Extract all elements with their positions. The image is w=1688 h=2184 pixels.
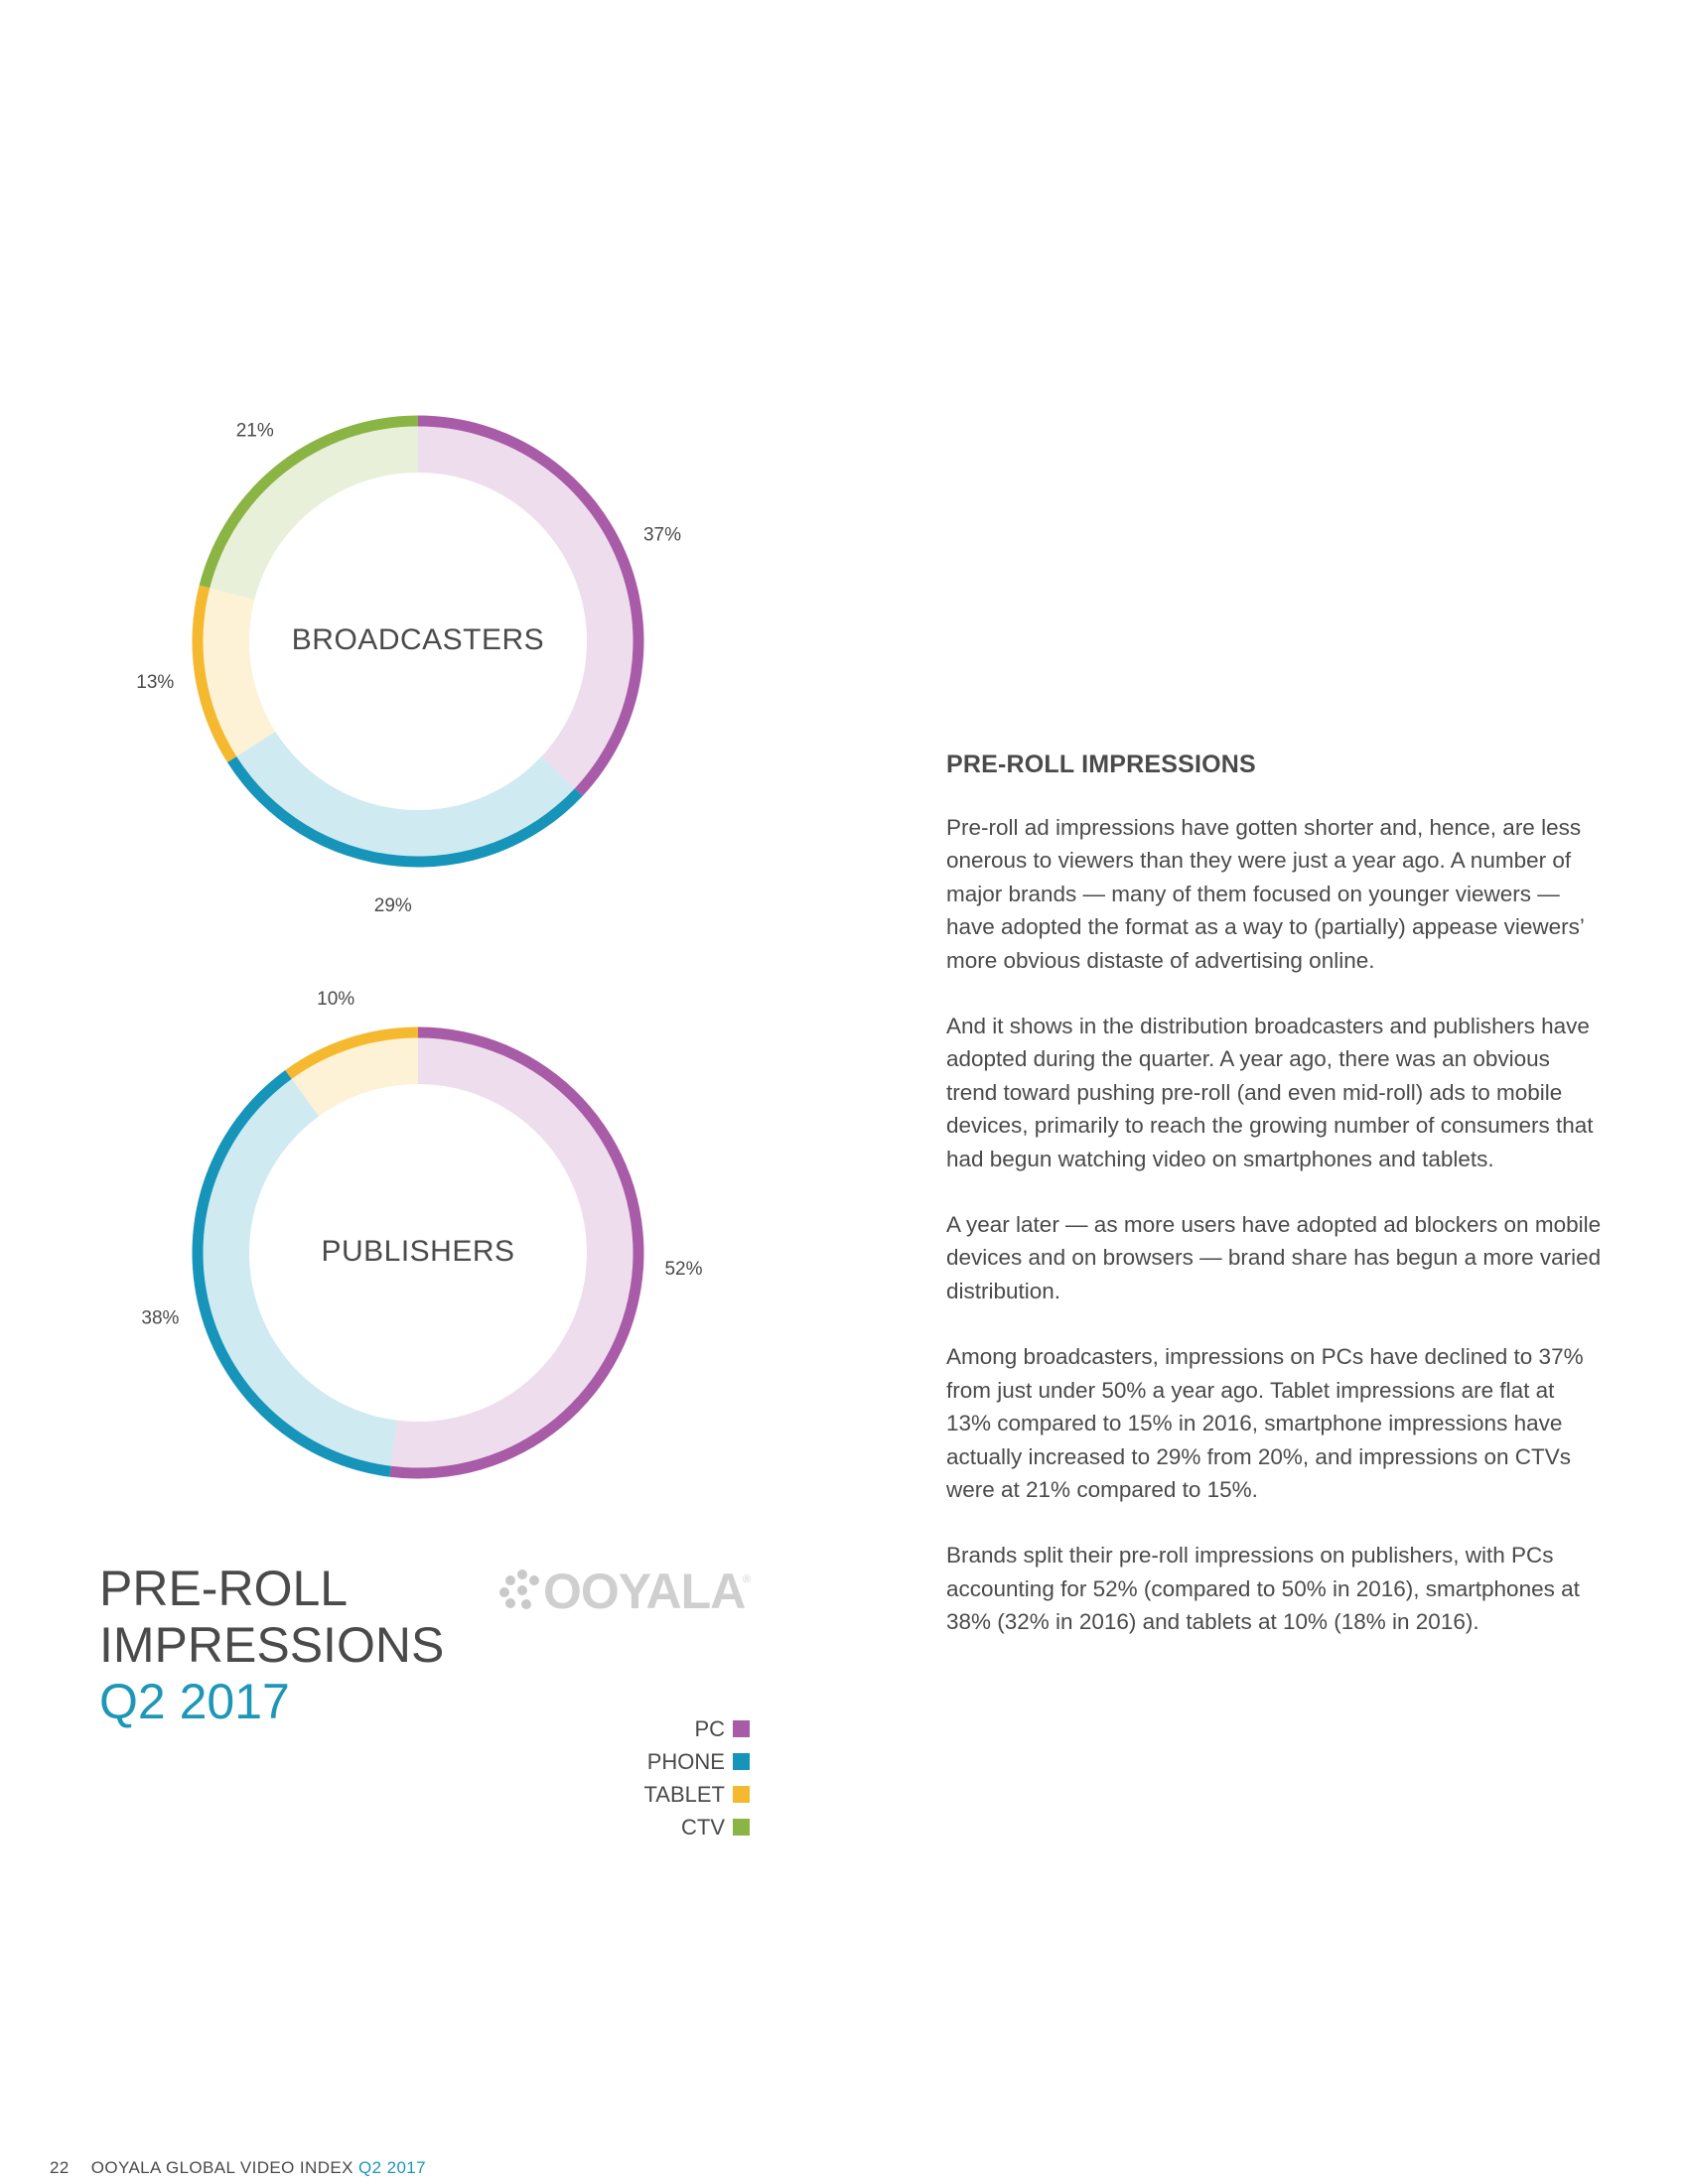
legend-swatch-phone [733,1753,750,1770]
page-title [99,1561,496,1730]
legend-item-pc [576,1712,750,1745]
donut-center-label: PUBLISHERS [321,1234,515,1268]
footer-title: OOYALA GLOBAL VIDEO INDEX [90,2158,353,2177]
ooyala-logo [496,1561,755,1620]
footer-page-number: 22 [50,2158,70,2177]
article-heading: PRE-ROLL IMPRESSIONS [946,751,1256,778]
legend-label-pc: PC [694,1715,725,1741]
legend-label-phone: PHONE [646,1748,725,1774]
page-title-period: Q2 2017 [99,1674,290,1729]
donut-slice-fill-tablet [292,1038,418,1117]
legend-swatch-pc [733,1720,750,1737]
donut-chart-publishers [141,989,702,1478]
article-paragraph-5: Brands split their pre-roll impressions on publishers, with PCs accounting for 52% (compared to 50% in 2016), smartphones at 38% (32% in 2016) and tablets at 10% (18% in 2016). [946,1543,1580,1635]
ooyala-dots-icon [499,1570,539,1609]
donut-value-label-pc: 52% [664,1258,703,1280]
article-paragraph-2: And it shows in the distribution broadcasters and publishers have adopted during the quarter. A year ago, there was an obvious trend toward pushing pre-roll (and even mid-roll) ads to mobile devices, primarily to reach the growing number of consumers that had begun watching video on smartphones and tablets. [946,1014,1594,1171]
legend-swatch-tablet [733,1786,750,1803]
article-paragraph-3: A year later — as more users have adopted ad blockers on mobile devices and on browsers — brand share has begun a more varied distribution. [946,1212,1602,1303]
legend-item-ctv [576,1811,750,1843]
page-footer [50,2158,426,2178]
donut-slice-fill-pc [418,427,633,789]
donut-center-label: BROADCASTERS [291,622,545,656]
chart-legend [576,1712,750,1843]
donut-value-label-tablet: 10% [317,989,355,1011]
article-column [946,751,1602,1672]
legend-item-tablet [576,1778,750,1811]
page-title-line1: PRE-ROLL [99,1561,349,1616]
logo-wordmark: OOYALA [543,1564,746,1619]
page-title-line2: IMPRESSIONS [99,1617,445,1673]
legend-label-ctv: CTV [681,1814,725,1840]
donut-value-label-ctv: 21% [235,420,274,442]
logo-registered-mark: ® [743,1573,752,1585]
legend-item-phone [576,1745,750,1778]
article-paragraph-4: Among broadcasters, impressions on PCs have declined to 37% from just under 50% a year ago. Tablet impressions are flat at 13% compared to 15% in 2016, smartphone impressions have actually increased to 29% from 20%, and impressions on CTVs were at 21% compared to 15%. [946,1344,1584,1502]
donut-chart-broadcasters [136,416,681,916]
article-paragraph-1: Pre-roll ad impressions have gotten shorter and, hence, are less onerous to viewers than they were just a year ago. A number of major brands — many of them focused on younger viewers — have adopted the format as a way to (partially) appease viewers’ more obvious distaste of advertising online. [946,815,1585,973]
legend-swatch-ctv [733,1819,750,1836]
donut-value-label-phone: 38% [141,1307,180,1329]
legend-label-tablet: TABLET [643,1781,725,1807]
donut-value-label-tablet: 13% [136,671,175,693]
footer-period: Q2 2017 [358,2158,427,2177]
donut-value-label-phone: 29% [373,894,412,916]
donut-value-label-pc: 37% [642,524,681,546]
